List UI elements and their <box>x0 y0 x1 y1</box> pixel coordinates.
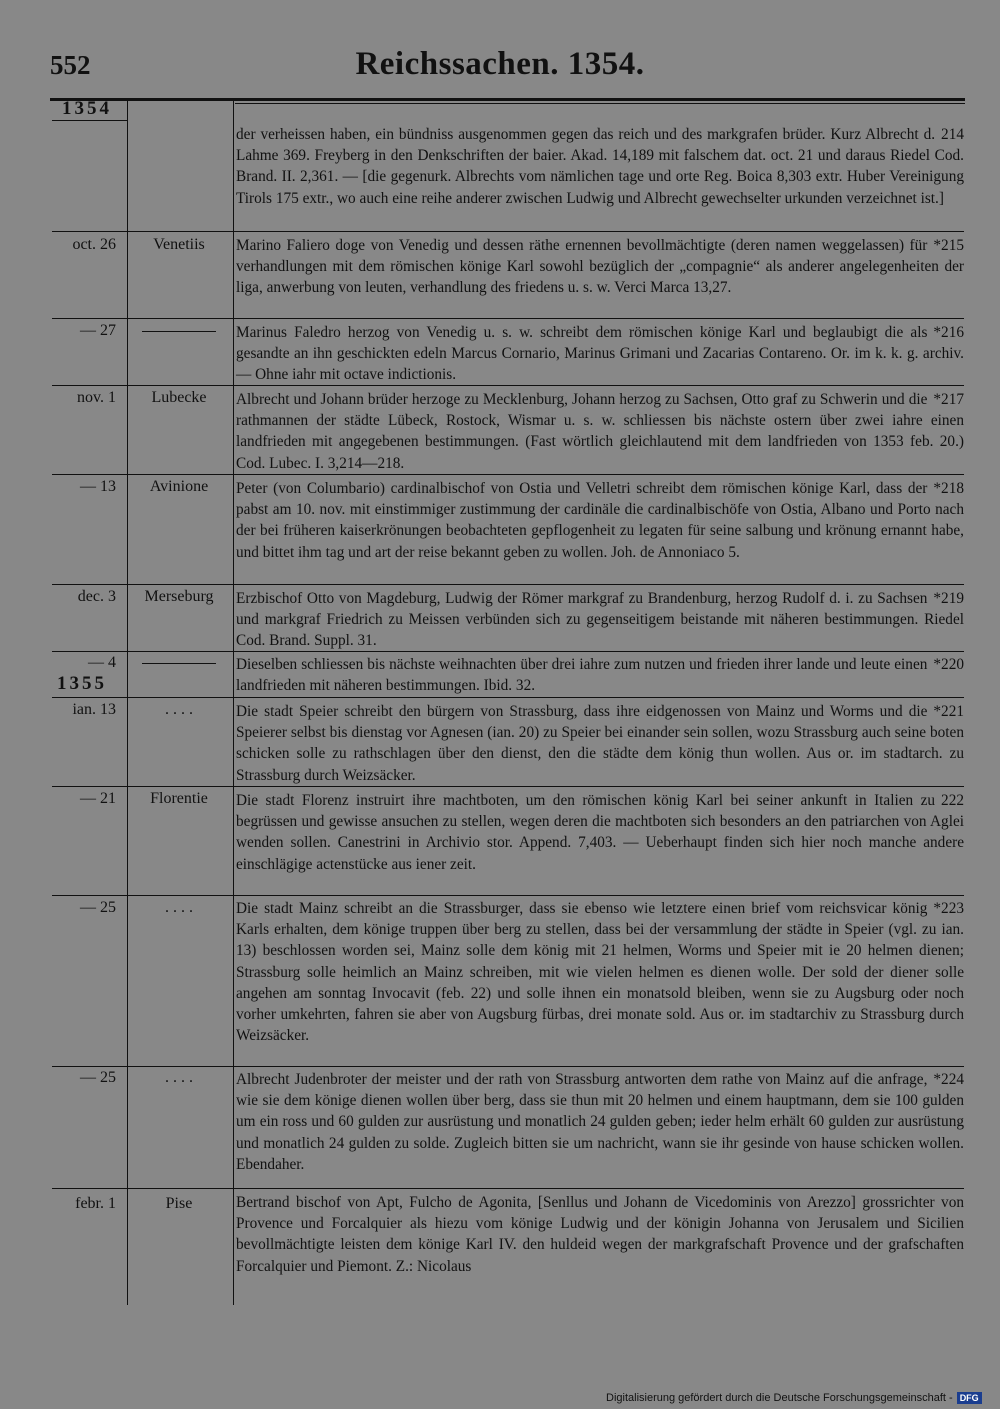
row-separator <box>52 1066 964 1067</box>
entry-date: nov. 1 <box>77 389 116 406</box>
row-separator <box>52 1188 964 1189</box>
entry-date: febr. 1 <box>75 1195 116 1212</box>
entry-216: *216 Marinus Faledro herzog von Venedig u. s. w. schreibt dem römischen könige Karl und beglaubigt die als gesandte an ihn geschickten edeln Marcus Cornario, Marinus Grimani und Zacarias Contareno. Or. im k. k. g. archiv. — Ohne iahr mit octave indictionis. <box>236 324 964 384</box>
entry-place-ditto <box>128 654 230 672</box>
row-separator <box>52 231 964 232</box>
entry-220: *220 Dieselben schliessen bis nächste weihnachten über drei iahre zum nutzen und frieden ihrer lande und leute einen landfrieden mit näheren bestimmungen. Ibid. 32. <box>236 656 964 695</box>
row-separator <box>52 786 964 787</box>
entry-218: *218 Peter (von Columbario) cardinalbischof von Ostia und Velletri schreibt dem römischen könige Karl, dass der pabst am 10. nov. mit einstimmiger zustimmung der cardinäle die cardinalbischöfe von Ostia, Albano und Porto nach der bei früheren kaiserkrönungen beobachteten gepflogenheit zu legaten für seine salbung und krönung ernannt habe, und bittet ihm tag und art der reise bekannt geben zu wollen. Joh. de Annoniaco 5. <box>236 480 964 561</box>
entry-date: — 13 <box>80 478 116 495</box>
year-rule <box>52 697 127 698</box>
year-rule <box>52 120 127 121</box>
year-label-1355: 1355 <box>57 673 107 694</box>
entry-place: Florentie <box>150 790 208 807</box>
entry-date: — 21 <box>80 790 116 807</box>
entry-223: *223 Die stadt Mainz schreibt an die Strassburger, dass sie ebenso wie letztere einen brief vom reichsvicar könig Karls erhalten, dem könige truppen über berg zu stellen, dass bei der versammlung der städte in Speier (vgl. zu ian. 13) beschlossen worden sei, Mainz solle dem könig mit 21 helmen, Worms und Speier mit ie 20 helmen dienen; Strassburg solle heimlich an Mainz schreiben, mit wie vielen helmen es dienen wolle. Der sold der diener solle angehen am sonntag Invocavit (feb. 22) und solle ihnen ein monatsold bleiben, wenn sie zu Augsburg oder noch vorher umkehrten, fahren sie aber von Augsburg fürbas, drei monate sold. Aus or. im stadtarchiv zu Strassburg durch Weizsäcker. <box>236 900 964 1045</box>
year-label-1354: 1354 <box>62 98 112 119</box>
entry-place: Lubecke <box>151 389 207 406</box>
entry-place-ditto <box>128 322 230 340</box>
entry-222: 222 Die stadt Florenz instruirt ihre machtboten, um den römischen könig Karl bei seiner ankunft in Italien zu begrüssen und gewisse ansuchen zu stellen, wegen deren die machtboten sich besonders an den patriarchen von Aglei wenden sollen. Canestrini in Archivio stor. Append. 7,403. — Ueberhaupt finden sich hier noch manche andere einschlägige actenstücke aus iener zeit. <box>236 792 964 873</box>
entry-date: dec. 3 <box>77 588 116 605</box>
entry-215: *215 Marino Faliero doge von Venedig und dessen räthe ernennen bevollmächtigte (deren namen weggelassen) für verhandlungen mit dem römischen könige Karl sowohl bezüglich der „compagnie“ als anderer angelegenheiten der liga, anwerbung von leuten, verhandlung des friedens u. s. w. Verci Marca 13,27. <box>236 237 964 297</box>
entry-225: Bertrand bischof von Apt, Fulcho de Agonita, [Senllus und Johann de Vicedominis von Arezzo] grossrichter von Provence und Forcalquier als hiezu vom könige Ludwig und der königin Johanna von Jerusalem und Sicilien bevollmächtigte leisten dem könige Karl IV. den huldeid wegen der markgrafschaft Provence und der grafschaften Forcalquier und Piemont. Z.: Nicolaus <box>236 1194 964 1275</box>
row-separator <box>127 697 964 698</box>
entry-217: *217 Albrecht und Johann brüder herzoge zu Mecklenburg, Johann herzog zu Sachsen, Otto graf zu Schwerin und die rathmannen der städte Lübeck, Rostock, Wismar u. s. w. schliessen bis nächste ostern über zwei iahre einen landfrieden mit angegebenen bestimmungen. (Fast wörtlich gleichlautend mit dem landfrieden von 1353 feb. 20.) Cod. Lubec. I. 3,214—218. <box>236 391 964 472</box>
entry-place: Venetiis <box>153 236 205 253</box>
entry-place: . . . . <box>165 1069 193 1086</box>
entry-place: Avinione <box>149 478 209 495</box>
entry-date: ian. 13 <box>72 701 116 718</box>
page-number: 552 <box>50 50 91 80</box>
page-header <box>0 44 1000 94</box>
header-rule-thin <box>235 103 965 104</box>
entry-date: — 25 <box>80 899 116 916</box>
entry-date: — 4 <box>88 654 116 671</box>
entry-221: *221 Die stadt Speier schreibt den bürgern von Strassburg, dass ihre eidgenossen von Mainz und Worms und die Speierer selbst bis dienstag vor Agnesen (ian. 20) zu Speier bei einander sein sollen, wozu Strassburg auch seine boten schicken solle zu rathschlagen über den dienst, den die städte dem könig thun wollen. Aus or. im stadtarch. zu Strassburg durch Weizsäcker. <box>236 703 964 784</box>
entry-place: . . . . <box>165 899 193 916</box>
dfg-logo-icon: DFG <box>957 1392 982 1404</box>
entry-214: 214 der verheissen haben, ein bündniss ausgenommen gegen das reich und des markgrafen brüder. Kurz Albrecht d. Lahme 369. Freyberg in den Denkschriften der baier. Akad. 14,189 mit falschem dat. oct. 21 und daraus Riedel Cod. Brand. II. 2,361. — [die gegenurk. Albrechts vom nämlichen tage und orte Reg. Boica 8,303 extr. Huber Vereinigung Tirols 175 extr., wo auch eine reihe anderer zwischen Ludwig und Albrecht gewechselter urkunden verzeichnet ist.] <box>236 126 964 207</box>
row-separator <box>52 895 964 896</box>
row-separator <box>52 318 964 319</box>
column-divider-place <box>233 100 234 1305</box>
entry-224: *224 Albrecht Judenbroter der meister und der rath von Strassburg antworten dem rathe von Mainz auf die anfrage, wie sie dem könige dienen wollen über berg, dass sie thun mit 20 helmen und einem hauptmann, dem sie 100 gulden um ein ross und 60 gulden zur ausrüstung und monatlich 24 gulden geben; ieder helm erhält 60 gulden zur ausrüstung und monatlich 24 gulden zu solde. Zugleich bitten sie um nachricht, wann sie ihr gesinde von hause schicken wollen. Ebendaher. <box>236 1071 964 1173</box>
entry-date: — 25 <box>80 1069 116 1086</box>
entry-date: oct. 26 <box>72 236 116 253</box>
entry-place: Pise <box>165 1195 193 1212</box>
entry-date: — 27 <box>80 322 116 339</box>
footer-credit: Digitalisierung gefördert durch die Deutsche Forschungsgemeinschaft - DFG <box>606 1392 982 1404</box>
entry-place: . . . . <box>165 701 193 718</box>
entry-place: Merseburg <box>144 588 214 605</box>
entry-219: *219 Erzbischof Otto von Magdeburg, Ludwig der Römer markgraf zu Brandenburg, herzog Rudolf d. i. zu Sachsen und markgraf Friedrich zu Meissen verbünden sich zu gegenseitigem beistande mit näheren bestimmungen. Riedel Cod. Brand. Suppl. 31. <box>236 590 964 650</box>
header-rule <box>50 98 965 101</box>
row-separator <box>52 584 964 585</box>
row-separator <box>52 474 964 475</box>
page-title: Reichssachen. 1354. <box>355 46 645 82</box>
